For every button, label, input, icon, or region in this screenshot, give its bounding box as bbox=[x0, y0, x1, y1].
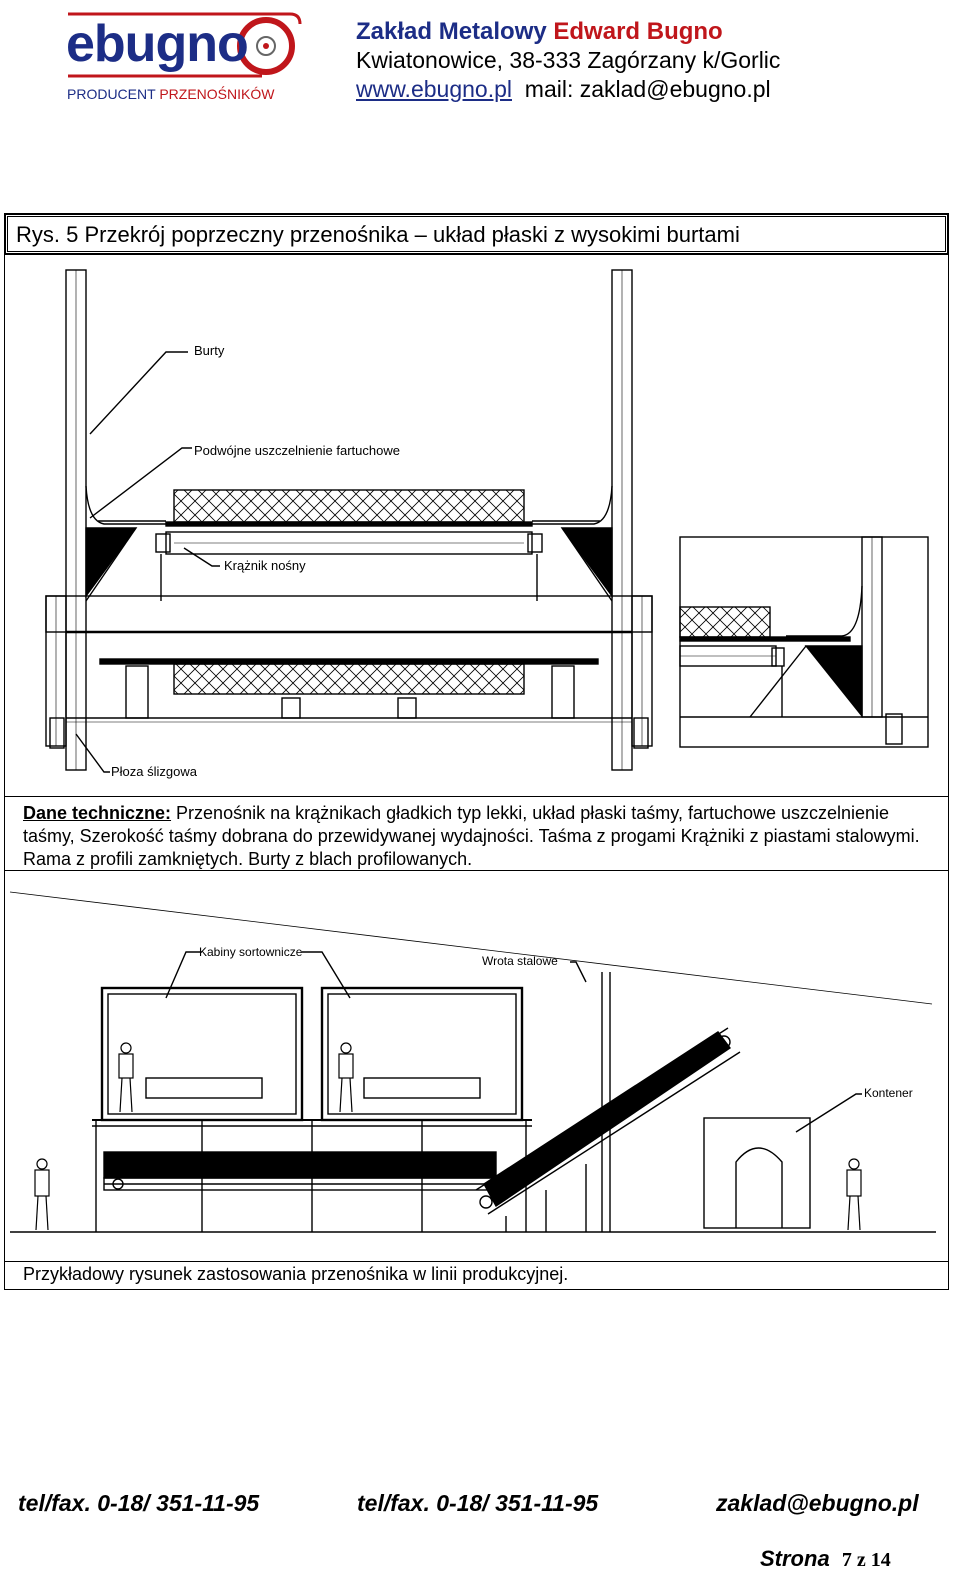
footer-phone-2: tel/fax. 0-18/ 351-11-95 bbox=[357, 1490, 599, 1516]
label-kontener: Kontener bbox=[864, 1086, 913, 1100]
worker-figure bbox=[35, 1159, 49, 1230]
company-address: Kwiatonowice, 38-333 Zagórzany k/Gorlic bbox=[356, 47, 781, 73]
logo-wordmark: ebugno bbox=[66, 15, 248, 73]
footer-phone-1: tel/fax. 0-18/ 351-11-95 bbox=[18, 1490, 260, 1516]
website-link[interactable]: www.ebugno.pl bbox=[356, 76, 512, 102]
worker-figure bbox=[119, 1043, 133, 1112]
production-line-drawing bbox=[6, 872, 948, 1260]
label-kraznik: Krążnik nośny bbox=[224, 558, 306, 573]
section-divider bbox=[4, 796, 949, 797]
technical-data-text: Przenośnik na krążnikach gładkich typ lekki, układ płaski taśmy, fartuchowe uszczelnienie taśmy, Szerokość taśmy dobrana do przewidywanej wydajności. Taśma z progami Krążniki z piastami stalowymi. Rama z profili zamkniętych. Burty z blach profilowanych. bbox=[23, 803, 920, 869]
worker-figure bbox=[339, 1043, 353, 1112]
technical-data-header: Dane techniczne: bbox=[23, 803, 172, 823]
page-number: Strona 7 z 14 bbox=[760, 1546, 891, 1571]
technical-data bbox=[23, 802, 933, 871]
email-text: mail: zaklad@ebugno.pl bbox=[524, 76, 771, 102]
label-kabiny: Kabiny sortownicze bbox=[199, 945, 303, 959]
label-uszczelnienie: Podwójne uszczelnienie fartuchowe bbox=[194, 443, 400, 458]
example-caption: Przykładowy rysunek zastosowania przenośnika w linii produkcyjnej. bbox=[23, 1264, 569, 1284]
company-name: Zakład Metalowy Edward Bugno bbox=[356, 18, 723, 45]
section-divider bbox=[4, 870, 949, 871]
company-contact bbox=[356, 76, 771, 103]
section-divider bbox=[4, 1261, 949, 1262]
worker-figure bbox=[847, 1159, 861, 1230]
logo-tagline: PRODUCENT PRZENOŚNIKÓW bbox=[67, 86, 275, 102]
cross-section-drawing bbox=[6, 256, 948, 796]
label-burty: Burty bbox=[194, 343, 225, 358]
figure-caption: Rys. 5 Przekrój poprzeczny przenośnika – układ płaski z wysokimi burtami bbox=[16, 222, 740, 247]
label-wrota: Wrota stalowe bbox=[482, 954, 558, 968]
label-ploza: Płoza ślizgowa bbox=[111, 764, 197, 779]
footer-email[interactable]: zaklad@ebugno.pl bbox=[716, 1490, 919, 1516]
